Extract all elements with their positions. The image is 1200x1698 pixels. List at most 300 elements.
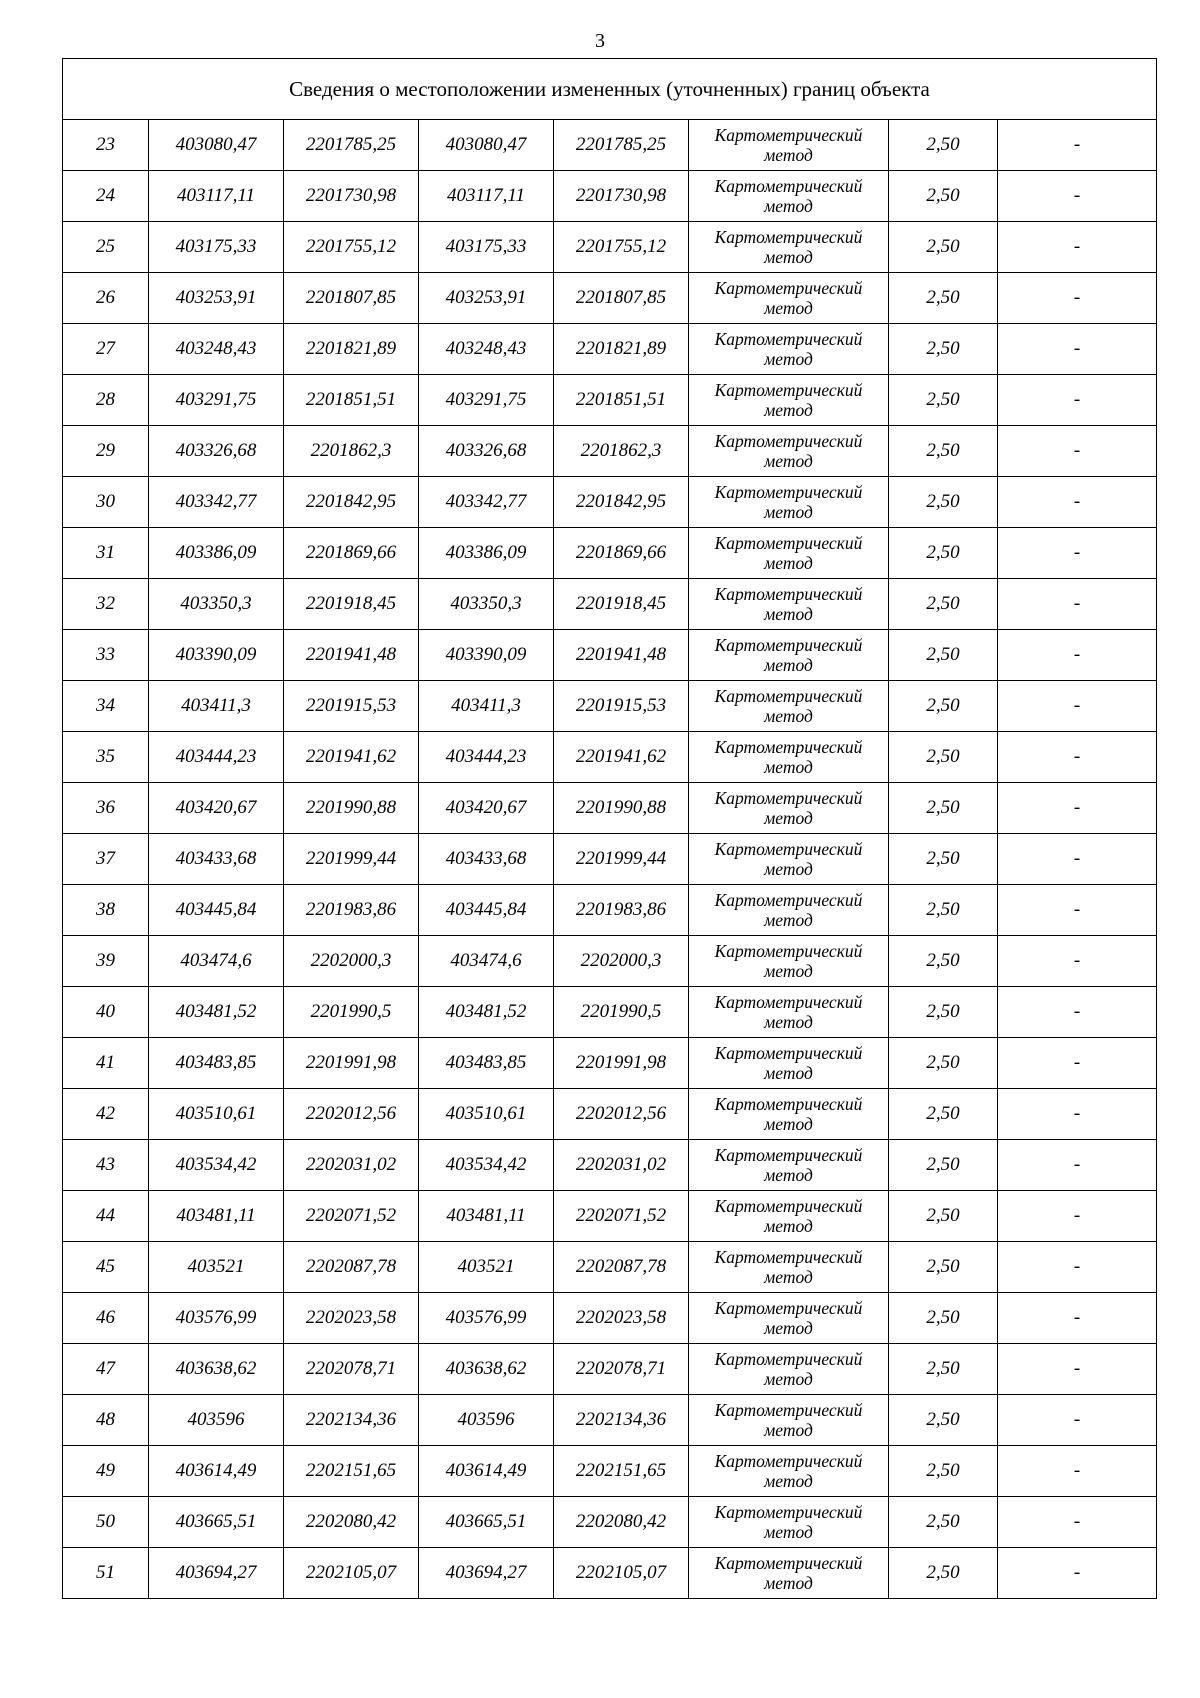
table-row [63,1344,1157,1395]
refined-y-cell: 2202012,56 [554,1089,689,1140]
method-cell [689,936,889,987]
refined-x-cell: 403665,51 [419,1497,554,1548]
table-row [63,375,1157,426]
method-line-1: Картометрический [714,737,863,757]
method-cell [689,222,889,273]
method-line-1: Картометрический [714,227,863,247]
refined-y-cell: 2201862,3 [554,426,689,477]
precision-cell: 2,50 [889,579,998,630]
existing-y-cell: 2201999,44 [284,834,419,885]
table-row [63,681,1157,732]
precision-cell: 2,50 [889,477,998,528]
table-row [63,630,1157,681]
existing-x-cell: 403576,99 [149,1293,284,1344]
point-number-cell: 39 [63,936,149,987]
existing-y-cell: 2201730,98 [284,171,419,222]
existing-x-cell: 403665,51 [149,1497,284,1548]
point-number-cell: 28 [63,375,149,426]
method-line-2: метод [764,706,813,726]
precision-cell: 2,50 [889,120,998,171]
existing-y-cell: 2201990,5 [284,987,419,1038]
method-line-1: Картометрический [714,788,863,808]
table-title: Сведения о местоположении измененных (уточненных) границ объекта [63,59,1157,120]
method-line-2: метод [764,1063,813,1083]
existing-y-cell: 2201755,12 [284,222,419,273]
method-cell [689,273,889,324]
precision-cell: 2,50 [889,528,998,579]
existing-y-cell: 2201862,3 [284,426,419,477]
refined-x-cell: 403576,99 [419,1293,554,1344]
refined-y-cell: 2202080,42 [554,1497,689,1548]
existing-y-cell: 2201842,95 [284,477,419,528]
table-row [63,1242,1157,1293]
existing-x-cell: 403386,09 [149,528,284,579]
refined-y-cell: 2202151,65 [554,1446,689,1497]
existing-y-cell: 2202087,78 [284,1242,419,1293]
method-cell [689,120,889,171]
note-cell: - [998,1344,1157,1395]
table-row [63,1293,1157,1344]
existing-y-cell: 2202078,71 [284,1344,419,1395]
refined-x-cell: 403253,91 [419,273,554,324]
note-cell: - [998,885,1157,936]
table-row [63,273,1157,324]
method-line-1: Картометрический [714,584,863,604]
refined-x-cell: 403248,43 [419,324,554,375]
refined-x-cell: 403386,09 [419,528,554,579]
method-cell [689,528,889,579]
precision-cell: 2,50 [889,1140,998,1191]
method-line-2: метод [764,655,813,675]
refined-x-cell: 403350,3 [419,579,554,630]
note-cell: - [998,528,1157,579]
precision-cell: 2,50 [889,171,998,222]
method-line-1: Картометрический [714,992,863,1012]
table-row [63,579,1157,630]
existing-x-cell: 403175,33 [149,222,284,273]
method-cell [689,579,889,630]
existing-x-cell: 403350,3 [149,579,284,630]
existing-x-cell: 403481,11 [149,1191,284,1242]
point-number-cell: 51 [63,1548,149,1599]
point-number-cell: 37 [63,834,149,885]
existing-x-cell: 403342,77 [149,477,284,528]
point-number-cell: 50 [63,1497,149,1548]
point-number-cell: 29 [63,426,149,477]
existing-y-cell: 2202105,07 [284,1548,419,1599]
table-row [63,1140,1157,1191]
note-cell: - [998,579,1157,630]
method-cell [689,1038,889,1089]
page-number: 3 [595,30,605,52]
refined-y-cell: 2201990,88 [554,783,689,834]
existing-x-cell: 403510,61 [149,1089,284,1140]
method-line-2: метод [764,1216,813,1236]
method-line-1: Картометрический [714,329,863,349]
method-line-2: метод [764,400,813,420]
point-number-cell: 27 [63,324,149,375]
refined-y-cell: 2201918,45 [554,579,689,630]
existing-y-cell: 2201785,25 [284,120,419,171]
table-row [63,936,1157,987]
method-cell [689,1548,889,1599]
precision-cell: 2,50 [889,1344,998,1395]
precision-cell: 2,50 [889,885,998,936]
refined-y-cell: 2201821,89 [554,324,689,375]
existing-x-cell: 403483,85 [149,1038,284,1089]
method-cell [689,324,889,375]
point-number-cell: 26 [63,273,149,324]
point-number-cell: 31 [63,528,149,579]
method-line-1: Картометрический [714,380,863,400]
table-row [63,324,1157,375]
method-line-1: Картометрический [714,1451,863,1471]
refined-x-cell: 403117,11 [419,171,554,222]
existing-y-cell: 2201918,45 [284,579,419,630]
method-line-2: метод [764,1471,813,1491]
method-cell [689,1242,889,1293]
note-cell: - [998,426,1157,477]
refined-x-cell: 403445,84 [419,885,554,936]
point-number-cell: 43 [63,1140,149,1191]
method-line-1: Картометрический [714,278,863,298]
existing-y-cell: 2202031,02 [284,1140,419,1191]
refined-y-cell: 2201999,44 [554,834,689,885]
existing-x-cell: 403534,42 [149,1140,284,1191]
method-line-1: Картометрический [714,482,863,502]
refined-y-cell: 2201807,85 [554,273,689,324]
precision-cell: 2,50 [889,681,998,732]
existing-y-cell: 2202000,3 [284,936,419,987]
existing-x-cell: 403420,67 [149,783,284,834]
refined-y-cell: 2202078,71 [554,1344,689,1395]
point-number-cell: 40 [63,987,149,1038]
precision-cell: 2,50 [889,1191,998,1242]
existing-y-cell: 2202151,65 [284,1446,419,1497]
table-row [63,834,1157,885]
method-line-1: Картометрический [714,1553,863,1573]
point-number-cell: 41 [63,1038,149,1089]
precision-cell: 2,50 [889,732,998,783]
table-row [63,885,1157,936]
existing-x-cell: 403248,43 [149,324,284,375]
method-cell [689,426,889,477]
refined-x-cell: 403444,23 [419,732,554,783]
note-cell: - [998,732,1157,783]
method-line-1: Картометрический [714,1043,863,1063]
existing-y-cell: 2201869,66 [284,528,419,579]
method-line-2: метод [764,349,813,369]
method-line-1: Картометрический [714,1298,863,1318]
existing-x-cell: 403694,27 [149,1548,284,1599]
table-row [63,783,1157,834]
precision-cell: 2,50 [889,426,998,477]
method-line-2: метод [764,808,813,828]
method-line-2: метод [764,196,813,216]
point-number-cell: 30 [63,477,149,528]
table-row [63,1395,1157,1446]
method-line-2: метод [764,1165,813,1185]
point-number-cell: 44 [63,1191,149,1242]
note-cell: - [998,1395,1157,1446]
refined-x-cell: 403474,6 [419,936,554,987]
existing-y-cell: 2201807,85 [284,273,419,324]
precision-cell: 2,50 [889,1242,998,1293]
table-row [63,1038,1157,1089]
note-cell: - [998,936,1157,987]
existing-x-cell: 403117,11 [149,171,284,222]
existing-y-cell: 2201915,53 [284,681,419,732]
existing-y-cell: 2202080,42 [284,1497,419,1548]
refined-y-cell: 2202071,52 [554,1191,689,1242]
table-row [63,528,1157,579]
method-line-1: Картометрический [714,125,863,145]
refined-x-cell: 403390,09 [419,630,554,681]
method-line-2: метод [764,145,813,165]
existing-x-cell: 403614,49 [149,1446,284,1497]
point-number-cell: 46 [63,1293,149,1344]
precision-cell: 2,50 [889,936,998,987]
refined-y-cell: 2202134,36 [554,1395,689,1446]
note-cell: - [998,1446,1157,1497]
point-number-cell: 48 [63,1395,149,1446]
existing-x-cell: 403445,84 [149,885,284,936]
precision-cell: 2,50 [889,1089,998,1140]
method-cell [689,1497,889,1548]
existing-x-cell: 403638,62 [149,1344,284,1395]
existing-y-cell: 2202023,58 [284,1293,419,1344]
boundary-coordinates-table [62,58,1157,1599]
precision-cell: 2,50 [889,834,998,885]
method-line-2: метод [764,1522,813,1542]
refined-x-cell: 403420,67 [419,783,554,834]
method-line-1: Картометрический [714,635,863,655]
method-line-1: Картометрический [714,1349,863,1369]
existing-y-cell: 2201941,62 [284,732,419,783]
note-cell: - [998,1293,1157,1344]
existing-x-cell: 403253,91 [149,273,284,324]
precision-cell: 2,50 [889,1395,998,1446]
method-cell [689,1395,889,1446]
method-line-2: метод [764,1573,813,1593]
existing-x-cell: 403291,75 [149,375,284,426]
point-number-cell: 32 [63,579,149,630]
existing-x-cell: 403521 [149,1242,284,1293]
method-line-2: метод [764,451,813,471]
table-row [63,1191,1157,1242]
method-line-1: Картометрический [714,1400,863,1420]
precision-cell: 2,50 [889,987,998,1038]
note-cell: - [998,987,1157,1038]
method-cell [689,987,889,1038]
refined-x-cell: 403291,75 [419,375,554,426]
method-cell [689,681,889,732]
refined-x-cell: 403433,68 [419,834,554,885]
precision-cell: 2,50 [889,630,998,681]
table-row [63,222,1157,273]
note-cell: - [998,783,1157,834]
point-number-cell: 42 [63,1089,149,1140]
method-cell [689,732,889,783]
refined-x-cell: 403614,49 [419,1446,554,1497]
method-line-1: Картометрический [714,941,863,961]
method-line-1: Картометрический [714,890,863,910]
table-row [63,477,1157,528]
note-cell: - [998,630,1157,681]
method-line-2: метод [764,553,813,573]
method-line-2: метод [764,502,813,522]
refined-y-cell: 2201983,86 [554,885,689,936]
table-row [63,732,1157,783]
refined-x-cell: 403326,68 [419,426,554,477]
refined-x-cell: 403175,33 [419,222,554,273]
table-row [63,120,1157,171]
existing-x-cell: 403481,52 [149,987,284,1038]
existing-x-cell: 403390,09 [149,630,284,681]
refined-x-cell: 403510,61 [419,1089,554,1140]
method-cell [689,375,889,426]
existing-y-cell: 2202012,56 [284,1089,419,1140]
method-line-1: Картометрический [714,176,863,196]
note-cell: - [998,1089,1157,1140]
method-line-1: Картометрический [714,1094,863,1114]
precision-cell: 2,50 [889,324,998,375]
method-line-1: Картометрический [714,533,863,553]
note-cell: - [998,1497,1157,1548]
method-line-2: метод [764,859,813,879]
existing-x-cell: 403080,47 [149,120,284,171]
method-line-2: метод [764,1114,813,1134]
method-line-2: метод [764,604,813,624]
refined-y-cell: 2201941,62 [554,732,689,783]
method-line-2: метод [764,298,813,318]
method-line-2: метод [764,1318,813,1338]
table-row [63,1446,1157,1497]
existing-y-cell: 2201851,51 [284,375,419,426]
existing-y-cell: 2201941,48 [284,630,419,681]
method-line-1: Картометрический [714,1502,863,1522]
note-cell: - [998,1140,1157,1191]
precision-cell: 2,50 [889,222,998,273]
existing-y-cell: 2201991,98 [284,1038,419,1089]
method-line-1: Картометрический [714,1145,863,1165]
note-cell: - [998,120,1157,171]
method-line-2: метод [764,247,813,267]
note-cell: - [998,681,1157,732]
refined-x-cell: 403411,3 [419,681,554,732]
note-cell: - [998,375,1157,426]
precision-cell: 2,50 [889,375,998,426]
table-row [63,1089,1157,1140]
refined-y-cell: 2201785,25 [554,120,689,171]
existing-y-cell: 2201821,89 [284,324,419,375]
point-number-cell: 33 [63,630,149,681]
refined-y-cell: 2201915,53 [554,681,689,732]
refined-x-cell: 403521 [419,1242,554,1293]
method-line-1: Картометрический [714,686,863,706]
note-cell: - [998,834,1157,885]
refined-y-cell: 2201755,12 [554,222,689,273]
method-line-2: метод [764,1420,813,1440]
precision-cell: 2,50 [889,1497,998,1548]
refined-x-cell: 403596 [419,1395,554,1446]
existing-x-cell: 403326,68 [149,426,284,477]
refined-y-cell: 2201941,48 [554,630,689,681]
refined-y-cell: 2202087,78 [554,1242,689,1293]
precision-cell: 2,50 [889,1446,998,1497]
refined-y-cell: 2202105,07 [554,1548,689,1599]
point-number-cell: 23 [63,120,149,171]
table-title-row [63,59,1157,120]
point-number-cell: 36 [63,783,149,834]
point-number-cell: 49 [63,1446,149,1497]
existing-y-cell: 2201990,88 [284,783,419,834]
note-cell: - [998,1548,1157,1599]
refined-x-cell: 403481,11 [419,1191,554,1242]
point-number-cell: 47 [63,1344,149,1395]
note-cell: - [998,1038,1157,1089]
method-cell [689,1344,889,1395]
method-cell [689,1140,889,1191]
precision-cell: 2,50 [889,1038,998,1089]
refined-x-cell: 403342,77 [419,477,554,528]
refined-y-cell: 2202023,58 [554,1293,689,1344]
precision-cell: 2,50 [889,783,998,834]
point-number-cell: 34 [63,681,149,732]
note-cell: - [998,477,1157,528]
note-cell: - [998,1191,1157,1242]
method-line-2: метод [764,1267,813,1287]
note-cell: - [998,273,1157,324]
precision-cell: 2,50 [889,273,998,324]
refined-x-cell: 403483,85 [419,1038,554,1089]
existing-x-cell: 403596 [149,1395,284,1446]
method-cell [689,1446,889,1497]
method-cell [689,885,889,936]
existing-x-cell: 403411,3 [149,681,284,732]
refined-y-cell: 2202031,02 [554,1140,689,1191]
method-cell [689,783,889,834]
refined-x-cell: 403481,52 [419,987,554,1038]
table-row [63,426,1157,477]
point-number-cell: 24 [63,171,149,222]
point-number-cell: 25 [63,222,149,273]
existing-y-cell: 2201983,86 [284,885,419,936]
precision-cell: 2,50 [889,1293,998,1344]
method-cell [689,834,889,885]
table-row [63,171,1157,222]
method-cell [689,477,889,528]
table-row [63,1497,1157,1548]
method-cell [689,1293,889,1344]
refined-x-cell: 403534,42 [419,1140,554,1191]
method-line-1: Картометрический [714,839,863,859]
refined-y-cell: 2201869,66 [554,528,689,579]
method-line-1: Картометрический [714,431,863,451]
refined-y-cell: 2202000,3 [554,936,689,987]
refined-x-cell: 403638,62 [419,1344,554,1395]
refined-y-cell: 2201990,5 [554,987,689,1038]
refined-x-cell: 403080,47 [419,120,554,171]
method-line-2: метод [764,961,813,981]
note-cell: - [998,171,1157,222]
table-row [63,987,1157,1038]
note-cell: - [998,222,1157,273]
point-number-cell: 38 [63,885,149,936]
method-cell [689,1191,889,1242]
existing-y-cell: 2202071,52 [284,1191,419,1242]
note-cell: - [998,324,1157,375]
